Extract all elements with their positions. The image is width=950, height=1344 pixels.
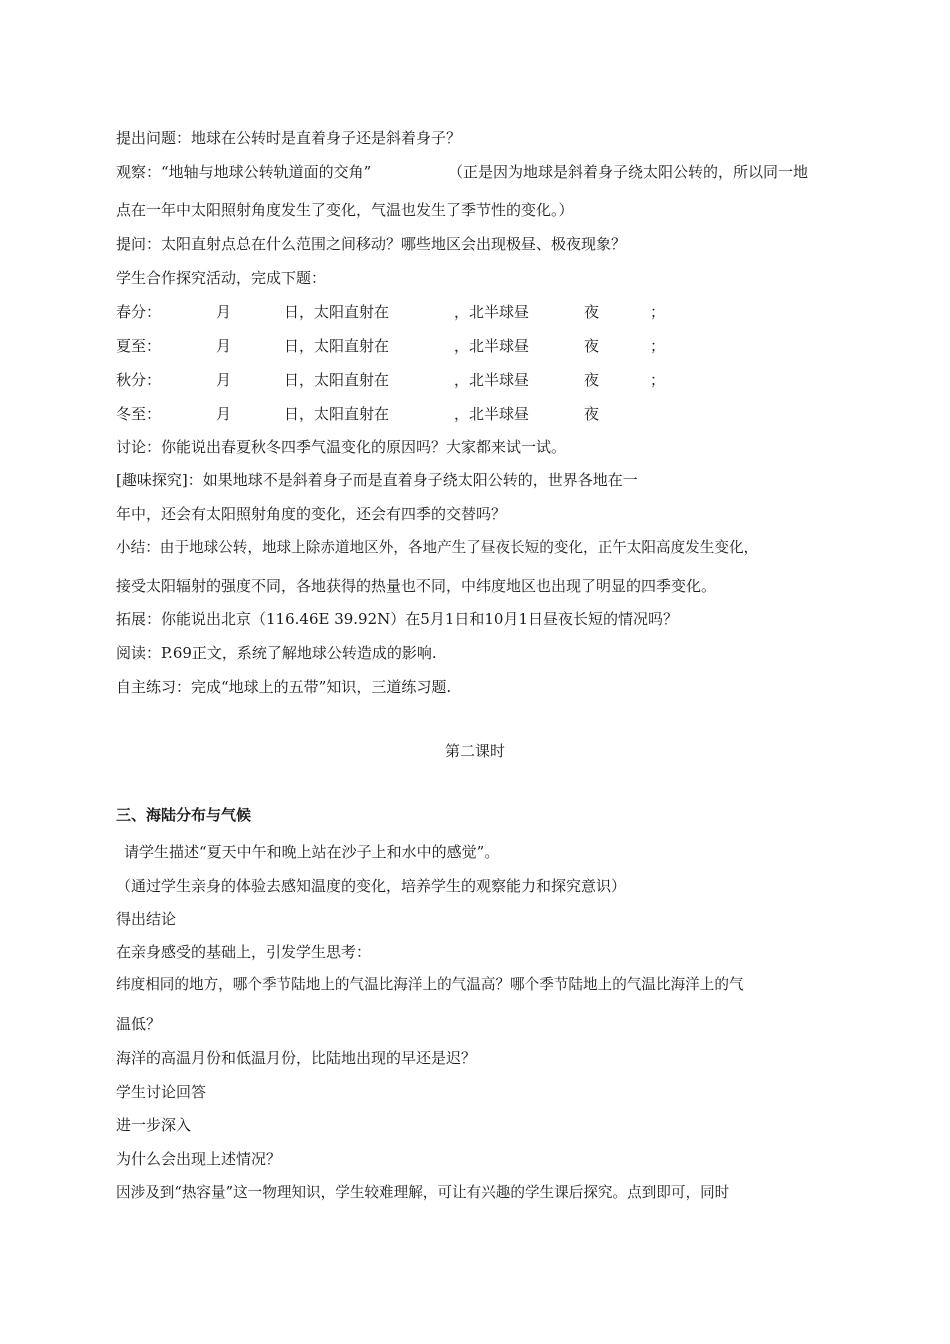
day-label: 日，太阳直射在 xyxy=(284,405,390,423)
day-label: 日，太阳直射在 xyxy=(284,371,390,389)
month-label: 月 xyxy=(216,337,232,355)
hemisphere-label: ，北半球昼 xyxy=(454,405,530,423)
fun-inquiry-continued: 年中，还会有太阳照射角度的变化，还会有四季的交替吗？ xyxy=(116,505,507,523)
lesson-title: 第二课时 xyxy=(444,742,505,760)
paragraph: 在亲身感受的基础上，引发学生思考： xyxy=(116,943,372,961)
night-label: 夜 xyxy=(584,337,600,355)
paragraph: （通过学生亲身的体验去感知温度的变化，培养学生的观察能力和探究意识） xyxy=(116,877,627,895)
summary-continued: 接受太阳辐射的强度不同，各地获得的热量也不同，中纬度地区也出现了明显的四季变化。 xyxy=(116,577,717,595)
activity-line: 学生合作探究活动，完成下题： xyxy=(116,269,327,287)
observation-line: 观察：“地轴与地球公转轨道面的交角” xyxy=(116,163,372,181)
season-label: 春分： xyxy=(116,303,162,321)
summary-line: 小结：由于地球公转，地球上除赤道地区外，各地产生了昼夜长短的变化，正午太阳高度发生变化， xyxy=(116,539,759,556)
paragraph: 得出结论 xyxy=(116,910,177,928)
paragraph: 纬度相同的地方，哪个季节陆地上的气温比海洋上的气温高？哪个季节陆地上的气温比海洋上的气 xyxy=(116,976,744,993)
paragraph: 温低？ xyxy=(116,1015,162,1033)
month-label: 月 xyxy=(216,371,232,389)
night-label: 夜 xyxy=(584,303,600,321)
paragraph: 学生讨论回答 xyxy=(116,1083,207,1101)
month-label: 月 xyxy=(216,405,232,423)
paragraph: 请学生描述“夏天中午和晚上站在沙子上和水中的感觉”。 xyxy=(124,843,500,861)
season-label: 秋分： xyxy=(116,371,162,389)
hemisphere-label: ，北半球昼 xyxy=(454,371,530,389)
night-label: 夜 xyxy=(584,405,600,423)
practice-line: 自主练习：完成“地球上的五带”知识，三道练习题. xyxy=(116,678,452,696)
paragraph: 因涉及到“热容量”这一物理知识，学生较难理解，可让有兴趣的学生课后探究。点到即可，同时 xyxy=(116,1184,730,1201)
extension-line: 拓展：你能说出北京（116.46E 39.92N）在5月1日和10月1日昼夜长短的情况吗？ xyxy=(116,610,678,628)
ask-line: 提问：太阳直射点总在什么范围之间移动？哪些地区会出现极昼、极夜现象？ xyxy=(116,235,627,253)
hemisphere-label: ，北半球昼 xyxy=(454,303,530,321)
season-label: 冬至： xyxy=(116,405,162,423)
discussion-line: 讨论：你能说出春夏秋冬四季气温变化的原因吗？大家都来试一试。 xyxy=(116,438,567,456)
fun-inquiry-line: [趣味探究]：如果地球不是斜着身子而是直着身子绕太阳公转的，世界各地在一 xyxy=(116,471,638,489)
day-label: 日，太阳直射在 xyxy=(284,303,390,321)
section-heading: 三、海陆分布与气候 xyxy=(116,806,252,824)
month-label: 月 xyxy=(216,303,232,321)
reading-line: 阅读：P.69正文，系统了解地球公转造成的影响. xyxy=(116,644,437,662)
row-end: ； xyxy=(650,303,666,321)
paragraph: 进一步深入 xyxy=(116,1116,192,1134)
observation-note: （正是因为地球是斜着身子绕太阳公转的，所以同一地 xyxy=(448,163,809,181)
paragraph: 为什么会出现上述情况？ xyxy=(116,1150,282,1168)
hemisphere-label: ，北半球昼 xyxy=(454,337,530,355)
observation-note-continued: 点在一年中太阳照射角度发生了变化，气温也发生了季节性的变化。） xyxy=(116,201,574,219)
row-end: ； xyxy=(650,371,666,389)
night-label: 夜 xyxy=(584,371,600,389)
question-line: 提出问题：地球在公转时是直着身子还是斜着身子？ xyxy=(116,129,462,147)
season-label: 夏至： xyxy=(116,337,162,355)
paragraph: 海洋的高温月份和低温月份，比陆地出现的早还是迟？ xyxy=(116,1049,477,1067)
row-end: ； xyxy=(650,337,666,355)
day-label: 日，太阳直射在 xyxy=(284,337,390,355)
